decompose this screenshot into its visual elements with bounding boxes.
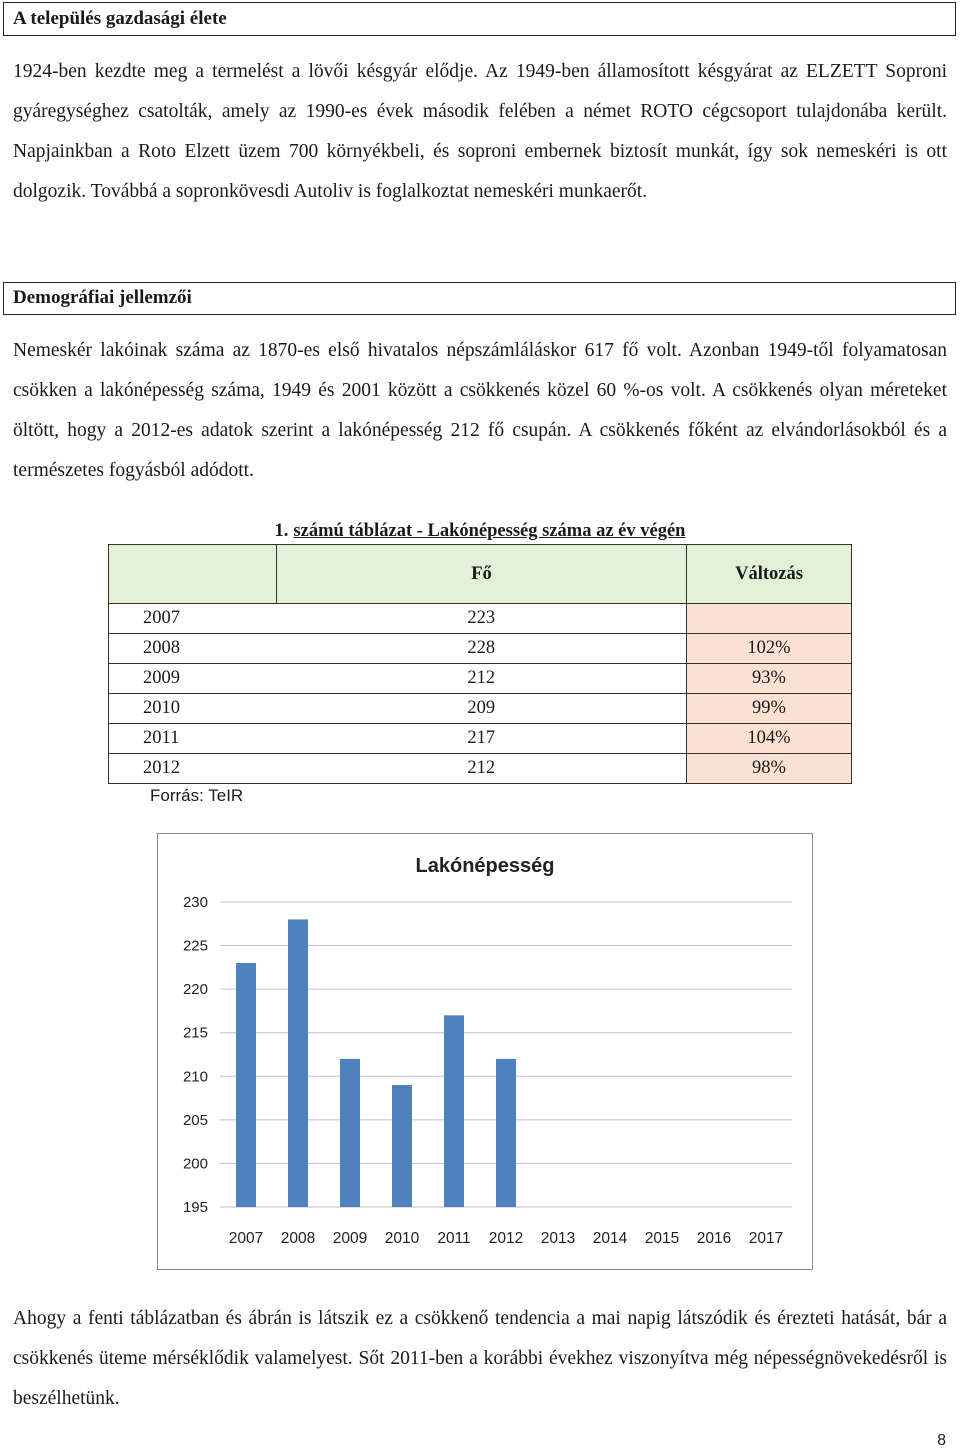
- section-title-economy: A település gazdasági élete: [3, 2, 956, 36]
- x-tick-label: 2017: [748, 1230, 784, 1247]
- table-header-row: [109, 545, 852, 604]
- x-tick-label: 2008: [280, 1230, 316, 1247]
- row-year: 2012: [109, 754, 277, 784]
- header-change: Változás: [687, 545, 852, 604]
- row-count: 209: [277, 694, 687, 724]
- row-change: [687, 604, 852, 634]
- row-year: 2011: [109, 724, 277, 754]
- row-change: 93%: [687, 664, 852, 694]
- table-caption-number: 1.: [274, 521, 289, 541]
- y-tick-label: 225: [182, 937, 208, 955]
- row-year: 2007: [109, 604, 277, 634]
- x-tick-label: 2007: [228, 1230, 264, 1247]
- row-count: 212: [277, 754, 687, 784]
- x-tick-label: 2011: [437, 1230, 471, 1247]
- bar-2009: [340, 1059, 360, 1207]
- table-row: [109, 754, 852, 784]
- x-tick-label: 2009: [332, 1230, 368, 1247]
- table-row: [109, 634, 852, 664]
- x-tick-label: 2013: [540, 1230, 576, 1247]
- y-tick-label: 205: [182, 1111, 208, 1129]
- y-tick-label: 230: [182, 894, 208, 911]
- x-tick-label: 2016: [696, 1230, 732, 1247]
- y-tick-label: 200: [182, 1155, 208, 1173]
- row-count: 228: [277, 634, 687, 664]
- row-year: 2008: [109, 634, 277, 664]
- population-chart-svg: [158, 834, 811, 1268]
- bar-2012: [496, 1059, 516, 1207]
- bar-2011: [444, 1015, 464, 1207]
- y-tick-label: 215: [182, 1024, 208, 1042]
- row-count: 217: [277, 724, 687, 754]
- table-caption: [0, 521, 960, 542]
- y-tick-label: 220: [182, 981, 208, 999]
- header-count: Fő: [277, 545, 687, 604]
- row-change: 102%: [687, 634, 852, 664]
- row-year: 2009: [109, 664, 277, 694]
- row-count: 223: [277, 604, 687, 634]
- economy-paragraph: 1924-ben kezdte meg a termelést a lövői késgyár elődje. Az 1949-ben államosított késgyárat az ELZETT Soproni gyáregységhez csatolták, amely az 1990-es évek második felében a német ROTO cégcsoport tulajdonába került. Napjainkban a Roto Elzett üzem 700 környékbeli, és soproni embernek biztosít munkát, így sok nemeskéri is ott dolgozik. Továbbá a sopronkövesdi Autoliv is foglalkoztat nemeskéri munkaerőt.: [13, 61, 947, 202]
- table-row: [109, 664, 852, 694]
- row-change: 104%: [687, 724, 852, 754]
- bar-2008: [288, 919, 308, 1207]
- x-tick-label: 2010: [384, 1230, 420, 1247]
- row-year: 2010: [109, 694, 277, 724]
- header-year: [109, 545, 277, 604]
- section-title-demography: Demográfiai jellemzői: [3, 282, 956, 315]
- x-tick-label: 2015: [644, 1230, 680, 1247]
- table-row: [109, 694, 852, 724]
- population-chart: [157, 833, 813, 1270]
- chart-title: Lakónépesség: [415, 855, 555, 877]
- closing-paragraph: Ahogy a fenti táblázatban és ábrán is látszik ez a csökkenő tendencia a mai napig látszódik és érezteti hatását, bár a csökkenés üteme mérséklődik valamelyest. Sőt 2011-ben a korábbi évekhez viszonyítva még népességnövekedésről is beszélhetünk.: [13, 1308, 947, 1409]
- row-change: 99%: [687, 694, 852, 724]
- population-table: [108, 544, 852, 784]
- bar-2010: [392, 1085, 412, 1207]
- page-number: 8: [937, 1432, 946, 1449]
- table-source: Forrás: TeIR: [150, 786, 244, 805]
- bar-2007: [236, 963, 256, 1207]
- row-count: 212: [277, 664, 687, 694]
- x-tick-label: 2014: [592, 1230, 628, 1247]
- y-tick-label: 195: [182, 1199, 208, 1216]
- table-row: [109, 724, 852, 754]
- y-tick-label: 210: [182, 1068, 208, 1086]
- demography-paragraph: Nemeskér lakóinak száma az 1870-es első hivatalos népszámláláskor 617 fő volt. Azonban 1949-től folyamatosan csökken a lakónépesség száma, 1949 és 2001 között a csökkenés közel 60 %-os volt. A csökkenés olyan méreteket öltött, hogy a 2012-es adatok szerint a lakónépesség 212 fő csupán. A csökkenés főként az elvándorlásokból és a természetes fogyásból adódott.: [13, 340, 947, 481]
- table-row: [109, 604, 852, 634]
- x-tick-label: 2012: [488, 1230, 524, 1247]
- row-change: 98%: [687, 754, 852, 784]
- table-caption-text: számú táblázat - Lakónépesség száma az év végén: [293, 521, 686, 541]
